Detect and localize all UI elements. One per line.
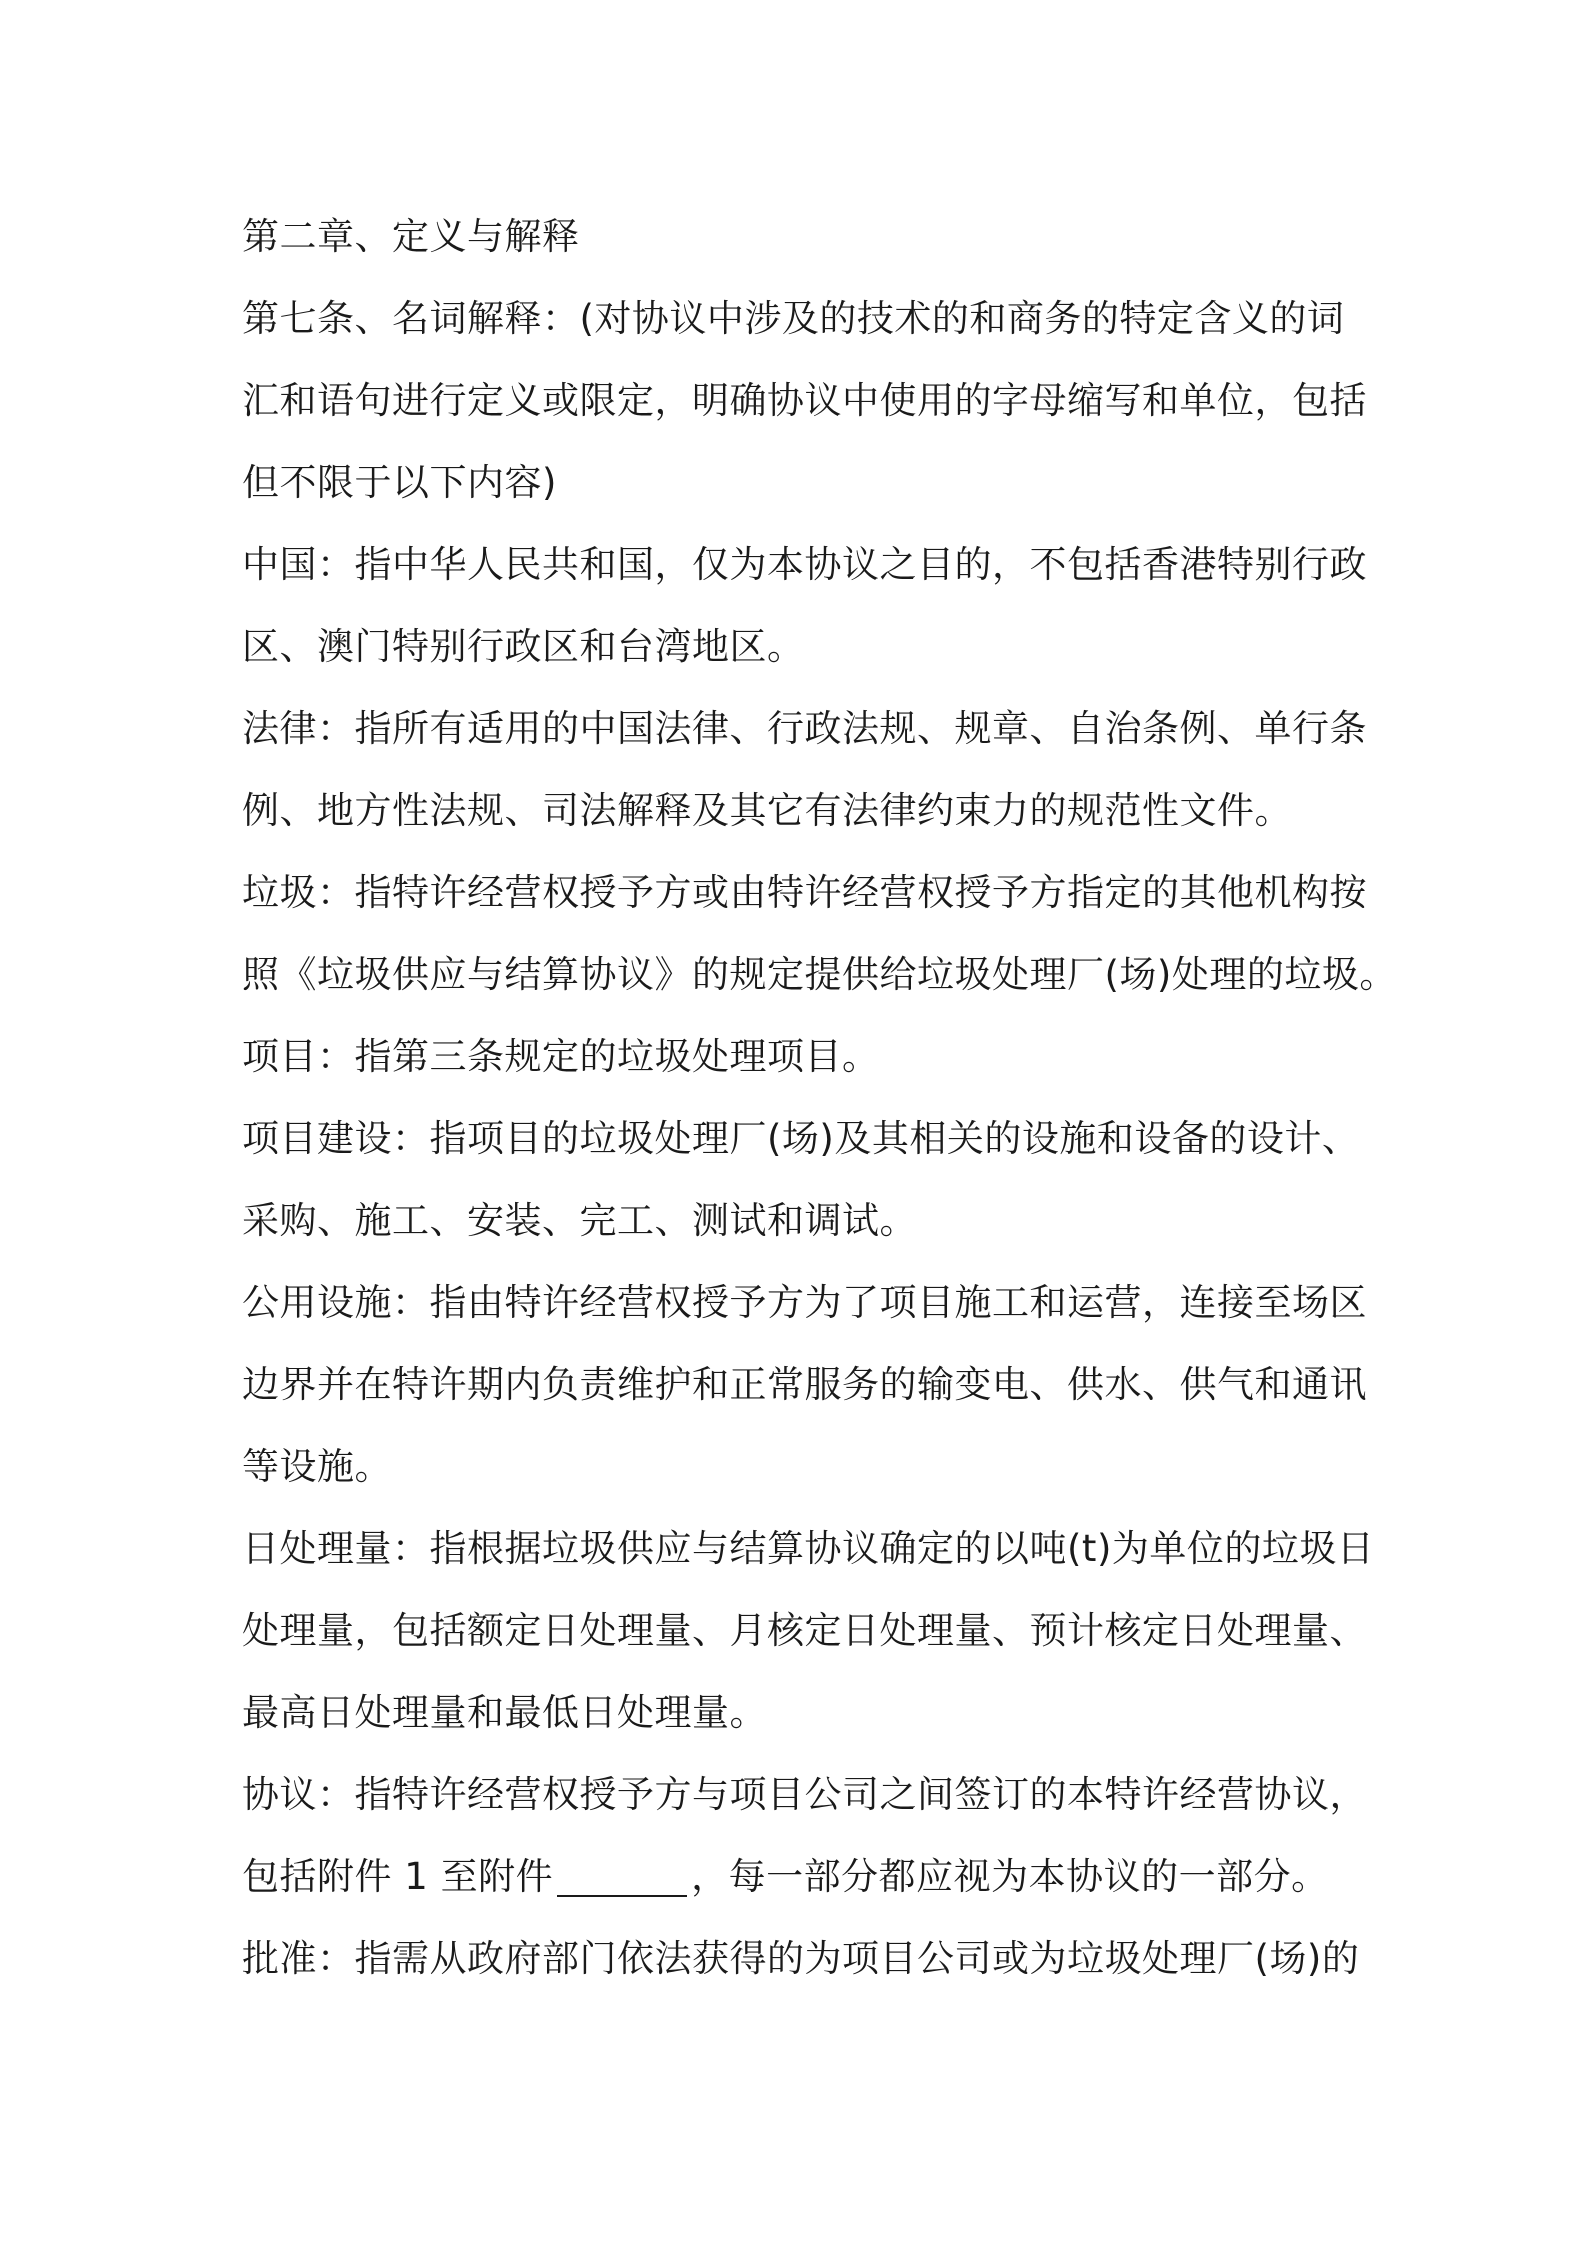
text-line: 公用设施：指由特许经营权授予方为了项目施工和运营，连接至场区: [242, 1281, 1367, 1324]
definition-daily-capacity: [242, 1508, 1375, 1754]
text-line: 第七条、名词解释：(对协议中涉及的技术的和商务的特定含义的词: [242, 297, 1345, 340]
text-line: 区、澳门特别行政区和台湾地区。: [242, 625, 805, 668]
text-line: 项目建设：指项目的垃圾处理厂(场)及其相关的设施和设备的设计、: [242, 1117, 1360, 1160]
text-line: 日处理量：指根据垃圾供应与结算协议确定的以吨(t)为单位的垃圾日: [242, 1527, 1375, 1570]
text-line-with-blank: [242, 1836, 1362, 1918]
text-line: 例、地方性法规、司法解释及其它有法律约束力的规范性文件。: [242, 789, 1292, 832]
text-line: 处理量，包括额定日处理量、月核定日处理量、预计核定日处理量、: [242, 1609, 1367, 1652]
text-line: 中国：指中华人民共和国，仅为本协议之目的，不包括香港特别行政: [242, 543, 1367, 586]
chapter-heading: [242, 196, 1362, 278]
text-line: 项目：指第三条规定的垃圾处理项目。: [242, 1035, 880, 1078]
definition-law: [242, 688, 1367, 852]
text-line: 第二章、定义与解释: [242, 215, 580, 258]
text-segment: ，每一部分都应视为本协议的一部分。: [691, 1855, 1329, 1898]
text-line: 垃圾：指特许经营权授予方或由特许经营权授予方指定的其他机构按: [242, 871, 1367, 914]
definition-project: [242, 1016, 1362, 1098]
text-line: 汇和语句进行定义或限定，明确协议中使用的字母缩写和单位，包括: [242, 379, 1367, 422]
definition-agreement: [242, 1754, 1367, 1918]
text-line: 协议：指特许经营权授予方与项目公司之间签订的本特许经营协议，: [242, 1773, 1367, 1816]
text-line: 采购、施工、安装、完工、测试和调试。: [242, 1199, 917, 1242]
text-line: 法律：指所有适用的中国法律、行政法规、规章、自治条例、单行条: [242, 707, 1367, 750]
document-body: [242, 196, 1397, 2000]
text-line: 照《垃圾供应与结算协议》的规定提供给垃圾处理厂(场)处理的垃圾。: [242, 953, 1397, 996]
text-line: 但不限于以下内容): [242, 461, 557, 504]
fill-in-blank: [557, 1855, 687, 1897]
article-7-paragraph: [242, 278, 1367, 524]
text-line: 边界并在特许期内负责维护和正常服务的输变电、供水、供气和通讯: [242, 1363, 1367, 1406]
text-line: 等设施。: [242, 1445, 392, 1488]
definition-waste: [242, 852, 1397, 1016]
definition-approval: [242, 1918, 1362, 2000]
text-line: 批准：指需从政府部门依法获得的为项目公司或为垃圾处理厂(场)的: [242, 1937, 1360, 1980]
text-line: 最高日处理量和最低日处理量。: [242, 1691, 767, 1734]
definition-china: [242, 524, 1367, 688]
text-segment: 包括附件 1 至附件: [242, 1855, 554, 1898]
definition-project-construction: [242, 1098, 1362, 1262]
definition-public-facilities: [242, 1262, 1367, 1508]
